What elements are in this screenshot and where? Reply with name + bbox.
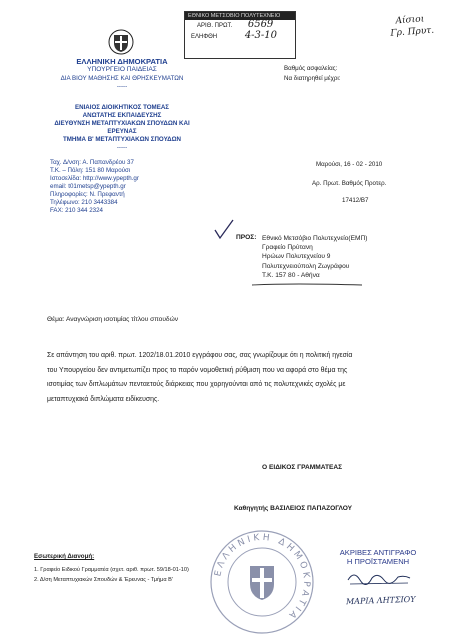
certified-copy-line2: Η ΠΡΟΪΣΤΑΜΕΝΗ (346, 557, 410, 566)
header-unit-5: ΤΜΗΜΑ Β' ΜΕΤΑΠΤΥΧΙΑΚΩΝ ΣΠΟΥΔΩΝ (62, 136, 182, 143)
registry-stamp (184, 11, 296, 59)
contact-phone: Τηλέφωνο: 210 3443384 (50, 199, 118, 206)
contact-fax: FAX: 210 344 2324 (50, 207, 103, 214)
contact-postal: Τ.Κ. – Πόλη: 151 80 Μαρούσι (50, 167, 131, 174)
recipient-label: ΠΡΟΣ: (236, 234, 257, 241)
header-separator: ----- (116, 82, 128, 90)
body-line: ισοτιμίας των διπλωμάτων πενταετούς διάρκειας που χορηγούνται από τις πολυτεχνικές σχολές με (47, 381, 346, 388)
contact-info-person: Πληροφορίες: Ν. Πρεφαντή (50, 191, 125, 198)
header-country: ΕΛΛΗΝΙΚΗ ΔΗΜΟΚΡΑΤΙΑ (76, 57, 168, 66)
signature-scribble-icon (344, 566, 414, 590)
contact-info (50, 159, 210, 215)
security-classification: Βαθμός ασφαλείας: (284, 65, 338, 72)
letter-body (47, 349, 437, 407)
header-ministry: ΥΠΟΥΡΓΕΙΟ ΠΑΙΔΕΙΑΣ (87, 66, 157, 73)
department-block (40, 104, 204, 152)
internal-distribution-label: Εσωτερική Διανομή: (34, 553, 95, 560)
recipient-line-4: Πολυτεχνειούπολη Ζωγράφου (262, 262, 350, 270)
contact-address: Ταχ. Δ/νση: Α. Παπανδρέου 37 (50, 159, 134, 166)
document-date: Μαρούσι, 16 - 02 - 2010 (316, 161, 383, 168)
certified-copy-stamp (322, 548, 434, 566)
subject (47, 316, 178, 325)
handwritten-note-line1: Αίσιοι (395, 14, 425, 27)
round-stamp-text: ΕΛΛΗΝΙΚΗ ΔΗΜΟΚΡΑΤΙΑ (213, 532, 312, 622)
subject-label: Θέμα: (47, 316, 65, 323)
retention-period: Να διατηρηθεί μέχρι: (284, 75, 341, 82)
header-unit-1: ΕΝΙΑΙΟΣ ΔΙΟΙΚΗΤΙΚΟΣ ΤΟΜΕΑΣ (74, 104, 170, 111)
registry-received-value: 4-3-10 (244, 30, 278, 41)
recipient-address (262, 234, 367, 280)
registry-stamp-title: ΕΘΝΙΚΟ ΜΕΤΣΟΒΙΟ ΠΟΛΥΤΕΧΝΕΙΟ (185, 12, 295, 20)
registry-protocol-value: 6569 (247, 19, 274, 30)
distribution-item: 1. Γραφείο Ειδικού Γραμματέα (σχετ. αριθ. πρωτ. 59/18-01-10) (34, 567, 189, 573)
recipient-line-1: Εθνικό Μετσόβιο Πολυτεχνείο(ΕΜΠ) (262, 235, 368, 242)
certified-copy-line1: ΑΚΡΙΒΕΣ ΑΝΤΙΓΡΑΦΟ (339, 548, 417, 557)
body-line: μεταπτυχιακά διπλώματα ειδίκευσης. (47, 395, 160, 403)
registry-stamp-received (185, 31, 295, 42)
contact-website: Ιστοσελίδα: http://www.ypepth.gr (50, 175, 139, 182)
protocol-label: Αρ. Πρωτ. Βαθμός Προτερ. (312, 180, 387, 187)
check-mark-icon (213, 218, 235, 240)
recipient-line-2: Γραφείο Πρύτανη (262, 244, 313, 252)
header-separator-2: ----- (116, 144, 128, 151)
round-stamp-icon (208, 528, 316, 636)
registry-protocol-label: ΑΡΙΘ. ΠΡΩΤ. (197, 23, 233, 29)
handwritten-note-line2: Γρ. Πρυτ. (390, 25, 435, 39)
header-unit-4: ΕΡΕΥΝΑΣ (107, 128, 137, 135)
registry-stamp-protocol (185, 20, 295, 31)
header-ministry-sub: ΔΙΑ ΒΙΟΥ ΜΑΘΗΣΗΣ ΚΑΙ ΘΡΗΣΚΕΥΜΑΤΩΝ (60, 74, 184, 82)
certifier-name: ΜΑΡΙΑ ΛΗΤΣΙΟΥ (345, 594, 416, 607)
handwritten-note (390, 13, 435, 40)
protocol-number: 17412/Β7 (342, 197, 369, 204)
signatory-name: Καθηγητής ΒΑΣΙΛΕΙΟΣ ΠΑΠΑΖΟΓΛΟΥ (234, 505, 353, 512)
recipient-underline (252, 282, 362, 288)
registry-received-label: ΕΛΗΦΘΗ (191, 34, 218, 40)
subject-text: Αναγνώριση ισοτιμίας τίτλου σπουδών (65, 316, 179, 323)
header-unit-2: ΑΝΩΤΑΤΗΣ ΕΚΠΑΙΔΕΥΣΗΣ (82, 112, 162, 119)
body-line: Σε απάντηση του αριθ. πρωτ. 1202/18.01.2010 εγγράφου σας, σας γνωρίζουμε ότι η πολιτική ηγεσία (47, 352, 353, 359)
letterhead (40, 57, 204, 91)
contact-email: email: t01metsp@ypepth.gr (50, 183, 126, 190)
internal-distribution-list (34, 565, 189, 585)
header-unit-3: ΔΙΕΥΘΥΝΣΗ ΜΕΤΑΠΤΥΧΙΑΚΩΝ ΣΠΟΥΔΩΝ ΚΑΙ (54, 120, 190, 127)
distribution-item: 2. Δ/ση Μεταπτυχιακών Σπουδών & Έρευνας - Τμήμα Β' (34, 577, 173, 583)
recipient-line-5: Τ.Κ. 157 80 - Αθήνα (262, 271, 320, 279)
signatory-title: Ο ΕΙΔΙΚΟΣ ΓΡΑΜΜΑΤΕΑΣ (262, 464, 343, 471)
recipient-line-3: Ηρώων Πολυτεχνείου 9 (262, 253, 331, 261)
body-line: του Υπουργείου δεν αντιμετωπίζει προς το παρόν νομοθετική ρύθμιση που να αφορά στο θέμα της (47, 366, 348, 374)
greek-emblem-icon (108, 29, 134, 55)
